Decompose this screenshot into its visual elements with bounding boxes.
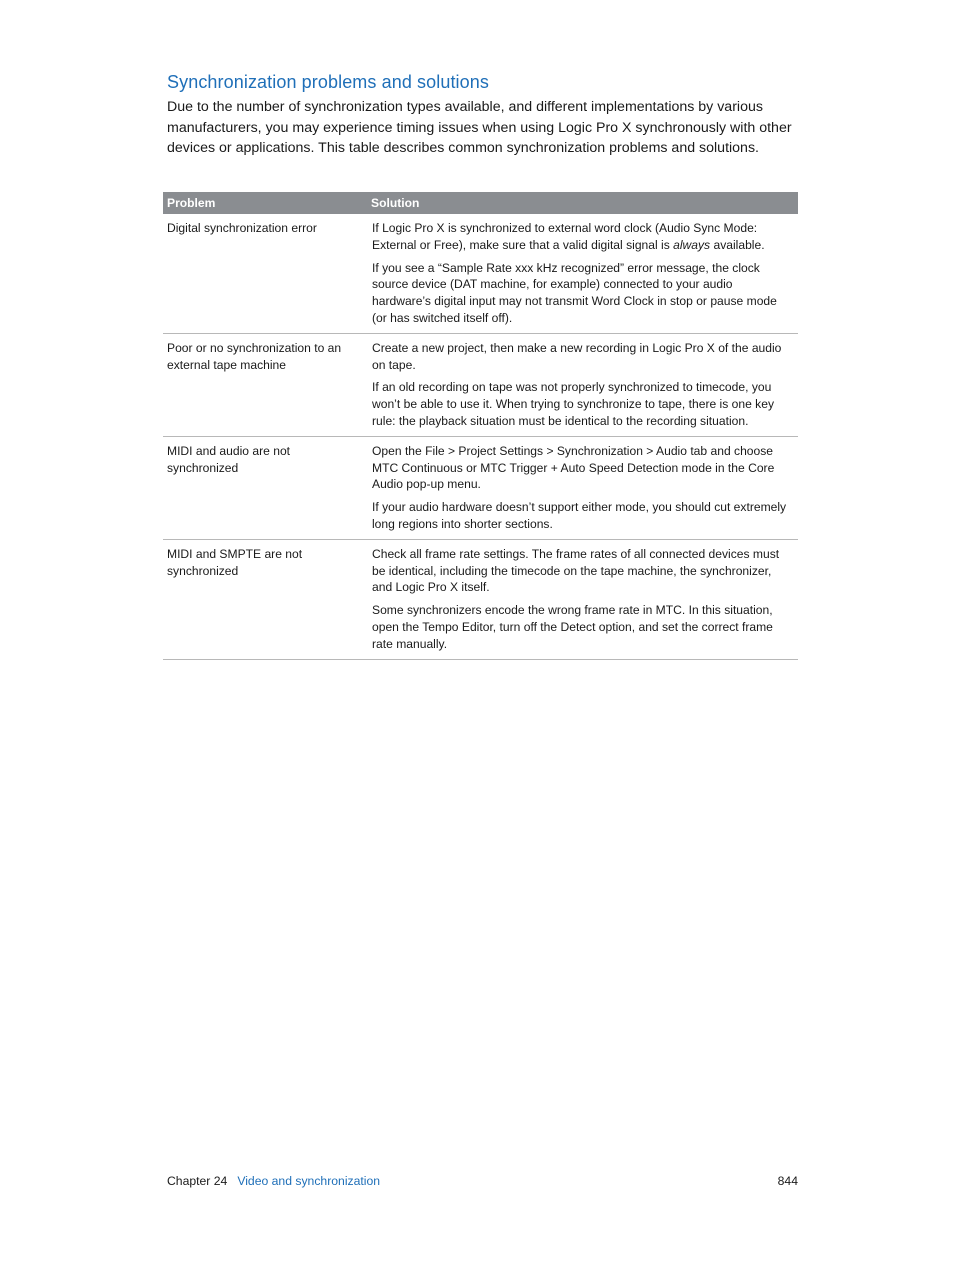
problem-cell: MIDI and audio are not synchronized — [163, 436, 371, 539]
solution-text: Create a new project, then make a new recording in Logic Pro X of the audio on tape. — [372, 340, 782, 372]
problem-cell: MIDI and SMPTE are not synchronized — [163, 539, 371, 659]
table-row — [163, 539, 798, 659]
solution-emphasis: always — [673, 237, 711, 252]
solution-cell — [371, 539, 798, 659]
intro-paragraph: Due to the number of synchronization types available, and different implementations by various manufacturers, you may experience timing issues when using Logic Pro X synchronously with other devices or applications. This table describes common synchronization problems and solutions. — [167, 99, 792, 157]
page-footer — [167, 1174, 798, 1188]
page-number: 844 — [777, 1174, 798, 1188]
solution-text: Check all frame rate settings. The frame rates of all connected devices must be identical, including the timecode on the tape machine, the synchronizer, and Logic Pro X itself. — [372, 546, 780, 595]
solution-text: If an old recording on tape was not properly synchronized to timecode, you won’t be able to use it. When trying to synchronize to tape, there is one key rule: the playback situation must be identical to the recording situation. — [372, 380, 775, 428]
footer-chapter-link[interactable]: Video and synchronization — [237, 1174, 381, 1188]
solution-paragraph — [372, 443, 788, 493]
solution-text: If Logic Pro X is synchronized to external word clock (Audio Sync Mode: External or Free), make sure that a valid digital signal is — [372, 221, 758, 252]
solution-paragraph — [372, 260, 788, 327]
solution-text: If you see a “Sample Rate xxx kHz recognized” error message, the clock source device (DAT machine, for example) connected to your audio hardware’s digital input may not transmit Word Clock in stop or pause mode (or has switched itself off). — [372, 260, 777, 325]
solution-paragraph — [372, 379, 788, 429]
problem-cell: Digital synchronization error — [163, 214, 371, 333]
solution-text: Some synchronizers encode the wrong frame rate in MTC. In this situation, open the Tempo Editor, turn off the Detect option, and set the correct frame rate manually. — [372, 603, 773, 651]
header-problem: Problem — [167, 195, 216, 210]
table-header-row — [163, 192, 798, 214]
solution-paragraph — [372, 546, 788, 596]
solution-paragraph — [372, 220, 788, 254]
solution-text: available. — [710, 237, 765, 252]
section-title: Synchronization problems and solutions — [167, 72, 489, 92]
solution-cell — [371, 436, 798, 539]
footer-chapter-label: Chapter 24 — [167, 1174, 228, 1188]
solution-text: Open the File > Project Settings > Synchronization > Audio tab and choose MTC Continuous or MTC Trigger + Auto Speed Detection mode in the Core Audio pop-up menu. — [372, 443, 775, 492]
solution-text: If your audio hardware doesn’t support either mode, you should cut extremely long regions into shorter sections. — [372, 500, 787, 531]
solution-paragraph — [372, 499, 788, 533]
sync-problems-table — [163, 192, 798, 660]
solution-paragraph — [372, 340, 788, 374]
problem-cell: Poor or no synchronization to an external tape machine — [163, 333, 371, 436]
header-solution: Solution — [371, 195, 420, 210]
table-row — [163, 214, 798, 333]
solution-cell — [371, 333, 798, 436]
table-row — [163, 333, 798, 436]
solution-paragraph — [372, 602, 788, 652]
solution-cell — [371, 214, 798, 333]
table-row — [163, 436, 798, 539]
